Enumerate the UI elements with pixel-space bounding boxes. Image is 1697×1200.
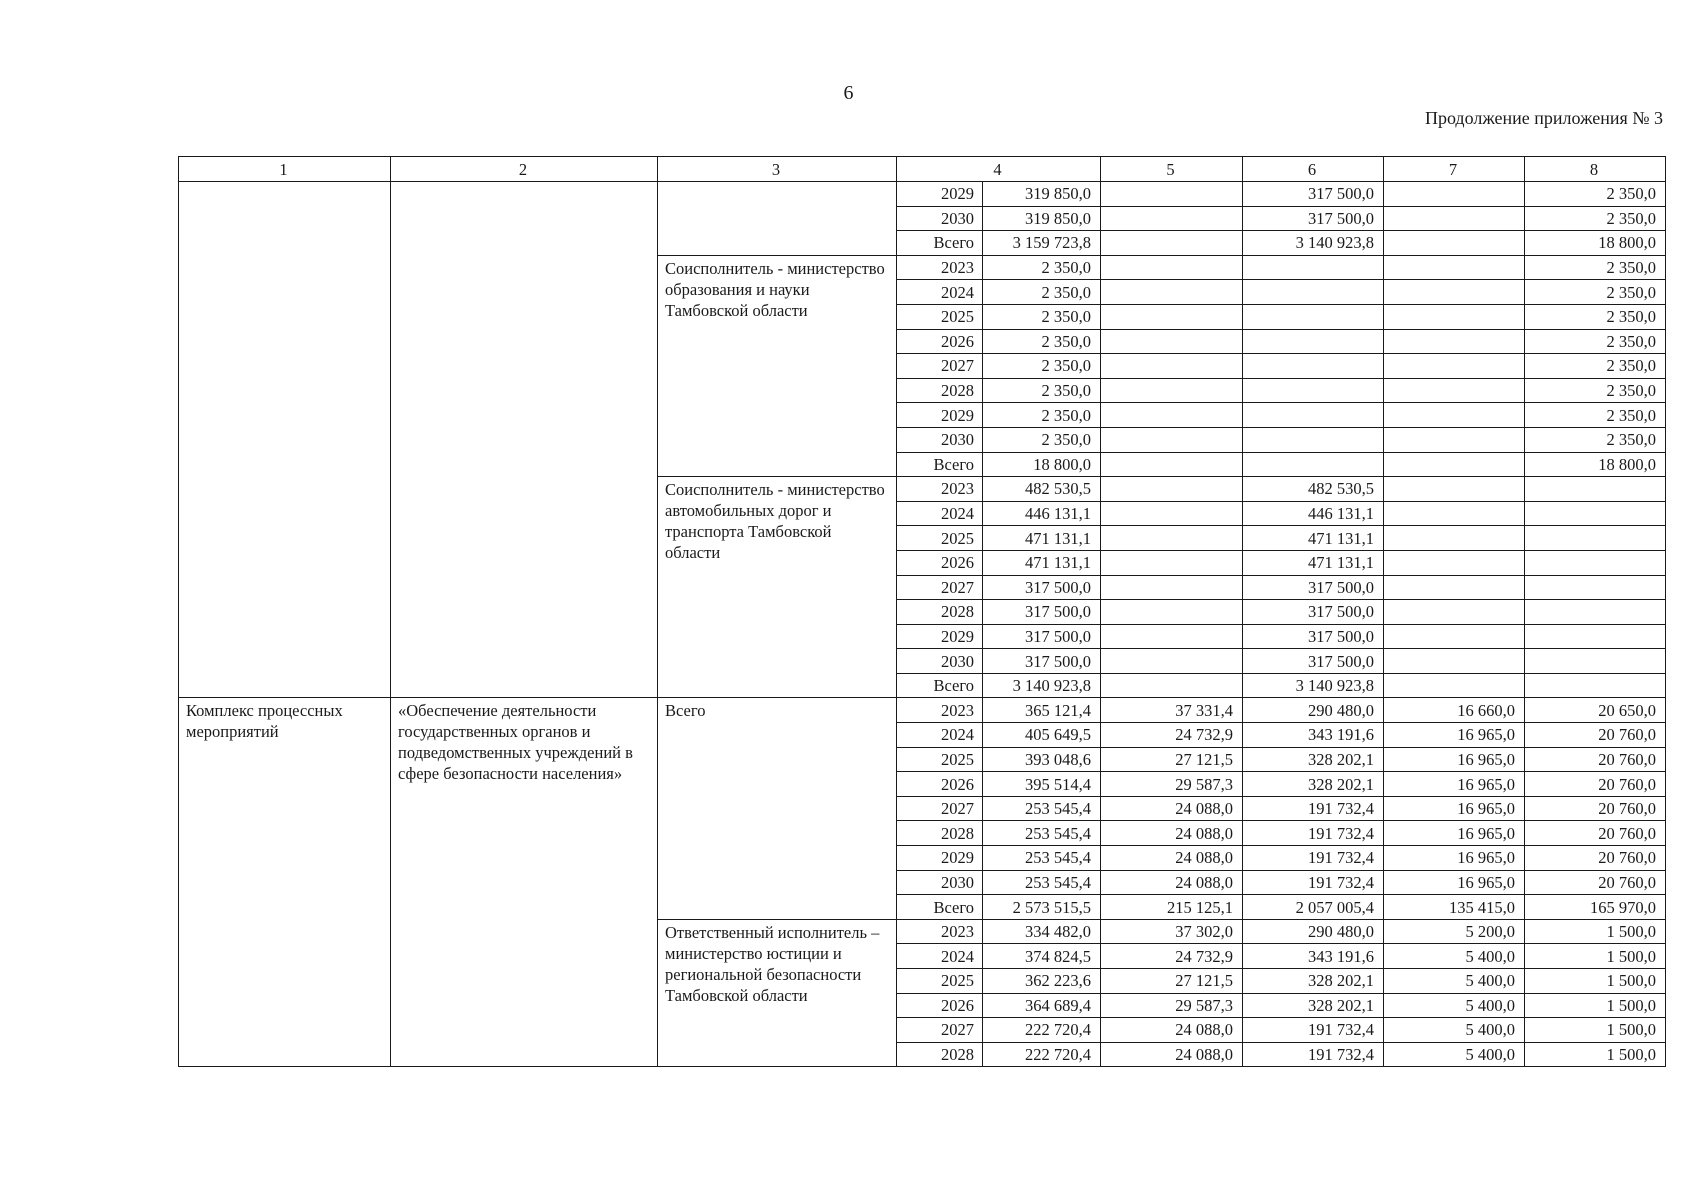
year-cell: 2026 [897,329,983,354]
amount-cell: 37 331,4 [1101,698,1243,723]
amount-cell: 328 202,1 [1243,969,1384,994]
amount-cell: 20 760,0 [1525,796,1666,821]
amount-cell: 20 650,0 [1525,698,1666,723]
empty-cell [179,182,391,698]
amount-cell [1101,304,1243,329]
amount-cell: 2 350,0 [1525,182,1666,207]
amount-cell: 2 350,0 [983,280,1101,305]
amount-cell [1384,624,1525,649]
amount-cell [1101,427,1243,452]
total-label: Всего [658,698,897,919]
amount-cell: 3 159 723,8 [983,231,1101,256]
amount-cell: 2 350,0 [1525,206,1666,231]
amount-cell [1243,354,1384,379]
year-cell: 2027 [897,575,983,600]
amount-cell: 16 965,0 [1384,821,1525,846]
amount-cell [1384,329,1525,354]
amount-cell: 16 965,0 [1384,772,1525,797]
amount-cell: 2 350,0 [1525,329,1666,354]
amount-cell: 24 088,0 [1101,1042,1243,1067]
year-cell: Всего [897,673,983,698]
amount-cell: 16 965,0 [1384,846,1525,871]
amount-cell [1525,477,1666,502]
amount-cell: 2 350,0 [983,403,1101,428]
amount-cell: 27 121,5 [1101,747,1243,772]
amount-cell [1101,477,1243,502]
amount-cell: 5 400,0 [1384,944,1525,969]
amount-cell: 482 530,5 [983,477,1101,502]
amount-cell: 317 500,0 [1243,624,1384,649]
amount-cell [1243,329,1384,354]
year-cell: 2024 [897,501,983,526]
amount-cell: 191 732,4 [1243,796,1384,821]
amount-cell: 20 760,0 [1525,821,1666,846]
amount-cell [1525,526,1666,551]
amount-cell [1101,526,1243,551]
year-cell: 2025 [897,969,983,994]
amount-cell: 3 140 923,8 [1243,231,1384,256]
appendix-caption: Продолжение приложения № 3 [1424,108,1663,128]
amount-cell: 2 573 515,5 [983,895,1101,920]
amount-cell [1384,354,1525,379]
amount-cell: 328 202,1 [1243,772,1384,797]
table-row [179,182,1666,207]
year-cell: 2028 [897,821,983,846]
amount-cell [1384,501,1525,526]
amount-cell [1101,649,1243,674]
amount-cell: 317 500,0 [983,649,1101,674]
budget-table [178,156,1666,1067]
amount-cell: 16 965,0 [1384,796,1525,821]
amount-cell: 20 760,0 [1525,723,1666,748]
year-cell: 2026 [897,772,983,797]
amount-cell: 18 800,0 [1525,231,1666,256]
amount-cell: 365 121,4 [983,698,1101,723]
year-cell: 2027 [897,796,983,821]
amount-cell: 20 760,0 [1525,846,1666,871]
amount-cell: 1 500,0 [1525,1018,1666,1043]
year-cell: 2029 [897,403,983,428]
year-cell: 2023 [897,255,983,280]
amount-cell: 222 720,4 [983,1018,1101,1043]
amount-cell [1525,600,1666,625]
amount-cell: 222 720,4 [983,1042,1101,1067]
amount-cell [1101,182,1243,207]
amount-cell: 24 088,0 [1101,846,1243,871]
amount-cell: 253 545,4 [983,821,1101,846]
amount-cell: 24 732,9 [1101,723,1243,748]
year-cell: 2028 [897,1042,983,1067]
year-cell: 2028 [897,378,983,403]
year-cell: 2023 [897,698,983,723]
year-cell: 2030 [897,427,983,452]
column-header: 1 [179,157,391,182]
executor-label: Ответственный исполнитель – министерство юстиции и региональной безопасности Тамбовской области [658,919,897,1067]
amount-cell: 319 850,0 [983,182,1101,207]
amount-cell [1101,673,1243,698]
column-header: 5 [1101,157,1243,182]
amount-cell: 24 732,9 [1101,944,1243,969]
amount-cell: 191 732,4 [1243,1018,1384,1043]
amount-cell: 37 302,0 [1101,919,1243,944]
amount-cell: 253 545,4 [983,796,1101,821]
amount-cell [1384,477,1525,502]
amount-cell: 290 480,0 [1243,919,1384,944]
year-cell: 2023 [897,477,983,502]
amount-cell: 16 965,0 [1384,747,1525,772]
amount-cell: 5 400,0 [1384,969,1525,994]
amount-cell: 18 800,0 [983,452,1101,477]
amount-cell [1243,255,1384,280]
amount-cell: 165 970,0 [1525,895,1666,920]
amount-cell: 253 545,4 [983,846,1101,871]
amount-cell: 317 500,0 [1243,182,1384,207]
amount-cell [1525,624,1666,649]
amount-cell [1101,378,1243,403]
amount-cell: 319 850,0 [983,206,1101,231]
amount-cell [1384,575,1525,600]
amount-cell [1384,649,1525,674]
header-row [179,157,1666,182]
amount-cell: 27 121,5 [1101,969,1243,994]
year-cell: 2027 [897,1018,983,1043]
amount-cell: 29 587,3 [1101,772,1243,797]
table-row [179,698,1666,723]
amount-cell: 253 545,4 [983,870,1101,895]
amount-cell: 317 500,0 [1243,206,1384,231]
amount-cell [1243,403,1384,428]
column-header: 2 [391,157,658,182]
amount-cell: 471 131,1 [1243,526,1384,551]
amount-cell: 317 500,0 [983,624,1101,649]
amount-cell [1525,673,1666,698]
amount-cell: 317 500,0 [983,600,1101,625]
amount-cell [1384,600,1525,625]
amount-cell: 334 482,0 [983,919,1101,944]
amount-cell [1525,550,1666,575]
amount-cell [1101,452,1243,477]
year-cell: Всего [897,231,983,256]
amount-cell: 215 125,1 [1101,895,1243,920]
amount-cell: 405 649,5 [983,723,1101,748]
amount-cell: 3 140 923,8 [983,673,1101,698]
year-cell: 2024 [897,723,983,748]
amount-cell: 16 965,0 [1384,723,1525,748]
amount-cell: 328 202,1 [1243,747,1384,772]
amount-cell: 5 400,0 [1384,993,1525,1018]
page-number: 6 [843,82,854,104]
amount-cell: 2 350,0 [983,255,1101,280]
year-cell: 2027 [897,354,983,379]
amount-cell [1101,575,1243,600]
year-cell: 2025 [897,304,983,329]
amount-cell: 1 500,0 [1525,993,1666,1018]
amount-cell [1384,378,1525,403]
amount-cell [1384,255,1525,280]
amount-cell: 343 191,6 [1243,723,1384,748]
amount-cell [1384,304,1525,329]
amount-cell: 317 500,0 [1243,575,1384,600]
amount-cell: 5 400,0 [1384,1042,1525,1067]
amount-cell: 374 824,5 [983,944,1101,969]
amount-cell: 2 350,0 [1525,280,1666,305]
amount-cell [1101,280,1243,305]
amount-cell: 471 131,1 [983,550,1101,575]
amount-cell: 191 732,4 [1243,870,1384,895]
complex-name-label: «Обеспечение деятельности государственных органов и подведомственных учреждений в сфере безопасности населения» [391,698,658,1067]
year-cell: 2026 [897,993,983,1018]
amount-cell: 317 500,0 [1243,649,1384,674]
amount-cell [1384,280,1525,305]
amount-cell: 471 131,1 [983,526,1101,551]
year-cell: 2029 [897,624,983,649]
column-header: 7 [1384,157,1525,182]
executor-label: Соисполнитель - министерство образования и науки Тамбовской области [658,255,897,476]
year-cell: 2030 [897,870,983,895]
amount-cell [1384,403,1525,428]
year-cell: 2028 [897,600,983,625]
year-cell: Всего [897,452,983,477]
amount-cell [1101,550,1243,575]
column-header: 3 [658,157,897,182]
column-header: 6 [1243,157,1384,182]
amount-cell: 1 500,0 [1525,919,1666,944]
amount-cell: 2 350,0 [1525,403,1666,428]
amount-cell [1384,427,1525,452]
amount-cell: 393 048,6 [983,747,1101,772]
amount-cell [1525,649,1666,674]
amount-cell: 191 732,4 [1243,1042,1384,1067]
complex-type-label: Комплекс процессных мероприятий [179,698,391,1067]
year-cell: 2030 [897,206,983,231]
amount-cell: 20 760,0 [1525,870,1666,895]
amount-cell: 3 140 923,8 [1243,673,1384,698]
amount-cell: 16 965,0 [1384,870,1525,895]
amount-cell [1384,206,1525,231]
amount-cell [1384,526,1525,551]
amount-cell: 24 088,0 [1101,796,1243,821]
amount-cell: 1 500,0 [1525,944,1666,969]
amount-cell: 2 350,0 [983,329,1101,354]
amount-cell: 471 131,1 [1243,550,1384,575]
executor-label: Соисполнитель - министерство автомобильных дорог и транспорта Тамбовской области [658,477,897,698]
amount-cell: 5 200,0 [1384,919,1525,944]
year-cell: 2024 [897,280,983,305]
amount-cell: 24 088,0 [1101,821,1243,846]
amount-cell [1101,329,1243,354]
amount-cell [1101,206,1243,231]
amount-cell [1243,452,1384,477]
amount-cell [1525,501,1666,526]
amount-cell: 2 350,0 [1525,427,1666,452]
amount-cell [1243,427,1384,452]
amount-cell: 328 202,1 [1243,993,1384,1018]
year-cell: 2030 [897,649,983,674]
year-cell: 2029 [897,846,983,871]
amount-cell: 317 500,0 [1243,600,1384,625]
amount-cell: 446 131,1 [1243,501,1384,526]
amount-cell: 29 587,3 [1101,993,1243,1018]
amount-cell: 20 760,0 [1525,747,1666,772]
column-header: 8 [1525,157,1666,182]
year-cell: 2026 [897,550,983,575]
year-cell: 2025 [897,747,983,772]
amount-cell: 2 057 005,4 [1243,895,1384,920]
amount-cell [1243,378,1384,403]
amount-cell: 20 760,0 [1525,772,1666,797]
amount-cell: 191 732,4 [1243,846,1384,871]
year-cell: 2024 [897,944,983,969]
year-cell: 2023 [897,919,983,944]
amount-cell [1384,452,1525,477]
empty-cell [391,182,658,698]
amount-cell [1384,231,1525,256]
year-cell: 2025 [897,526,983,551]
amount-cell: 446 131,1 [983,501,1101,526]
year-cell: Всего [897,895,983,920]
amount-cell: 24 088,0 [1101,870,1243,895]
amount-cell: 1 500,0 [1525,1042,1666,1067]
amount-cell: 290 480,0 [1243,698,1384,723]
column-header: 4 [897,157,1101,182]
amount-cell [1384,550,1525,575]
amount-cell: 2 350,0 [983,304,1101,329]
amount-cell: 2 350,0 [983,354,1101,379]
amount-cell: 16 660,0 [1384,698,1525,723]
amount-cell: 18 800,0 [1525,452,1666,477]
amount-cell: 362 223,6 [983,969,1101,994]
amount-cell: 482 530,5 [1243,477,1384,502]
amount-cell: 135 415,0 [1384,895,1525,920]
amount-cell: 395 514,4 [983,772,1101,797]
amount-cell: 343 191,6 [1243,944,1384,969]
amount-cell [1101,231,1243,256]
amount-cell [1384,182,1525,207]
amount-cell: 2 350,0 [1525,304,1666,329]
amount-cell [1243,280,1384,305]
amount-cell: 24 088,0 [1101,1018,1243,1043]
amount-cell [1101,600,1243,625]
amount-cell [1384,673,1525,698]
amount-cell [1101,354,1243,379]
amount-cell: 2 350,0 [983,378,1101,403]
amount-cell [1101,501,1243,526]
amount-cell: 317 500,0 [983,575,1101,600]
amount-cell: 364 689,4 [983,993,1101,1018]
amount-cell [1525,575,1666,600]
amount-cell [1101,255,1243,280]
amount-cell [1101,403,1243,428]
amount-cell [1243,304,1384,329]
amount-cell: 1 500,0 [1525,969,1666,994]
amount-cell: 5 400,0 [1384,1018,1525,1043]
empty-cell [658,182,897,256]
amount-cell: 2 350,0 [1525,255,1666,280]
amount-cell: 2 350,0 [983,427,1101,452]
amount-cell: 2 350,0 [1525,354,1666,379]
amount-cell [1101,624,1243,649]
amount-cell: 191 732,4 [1243,821,1384,846]
year-cell: 2029 [897,182,983,207]
amount-cell: 2 350,0 [1525,378,1666,403]
